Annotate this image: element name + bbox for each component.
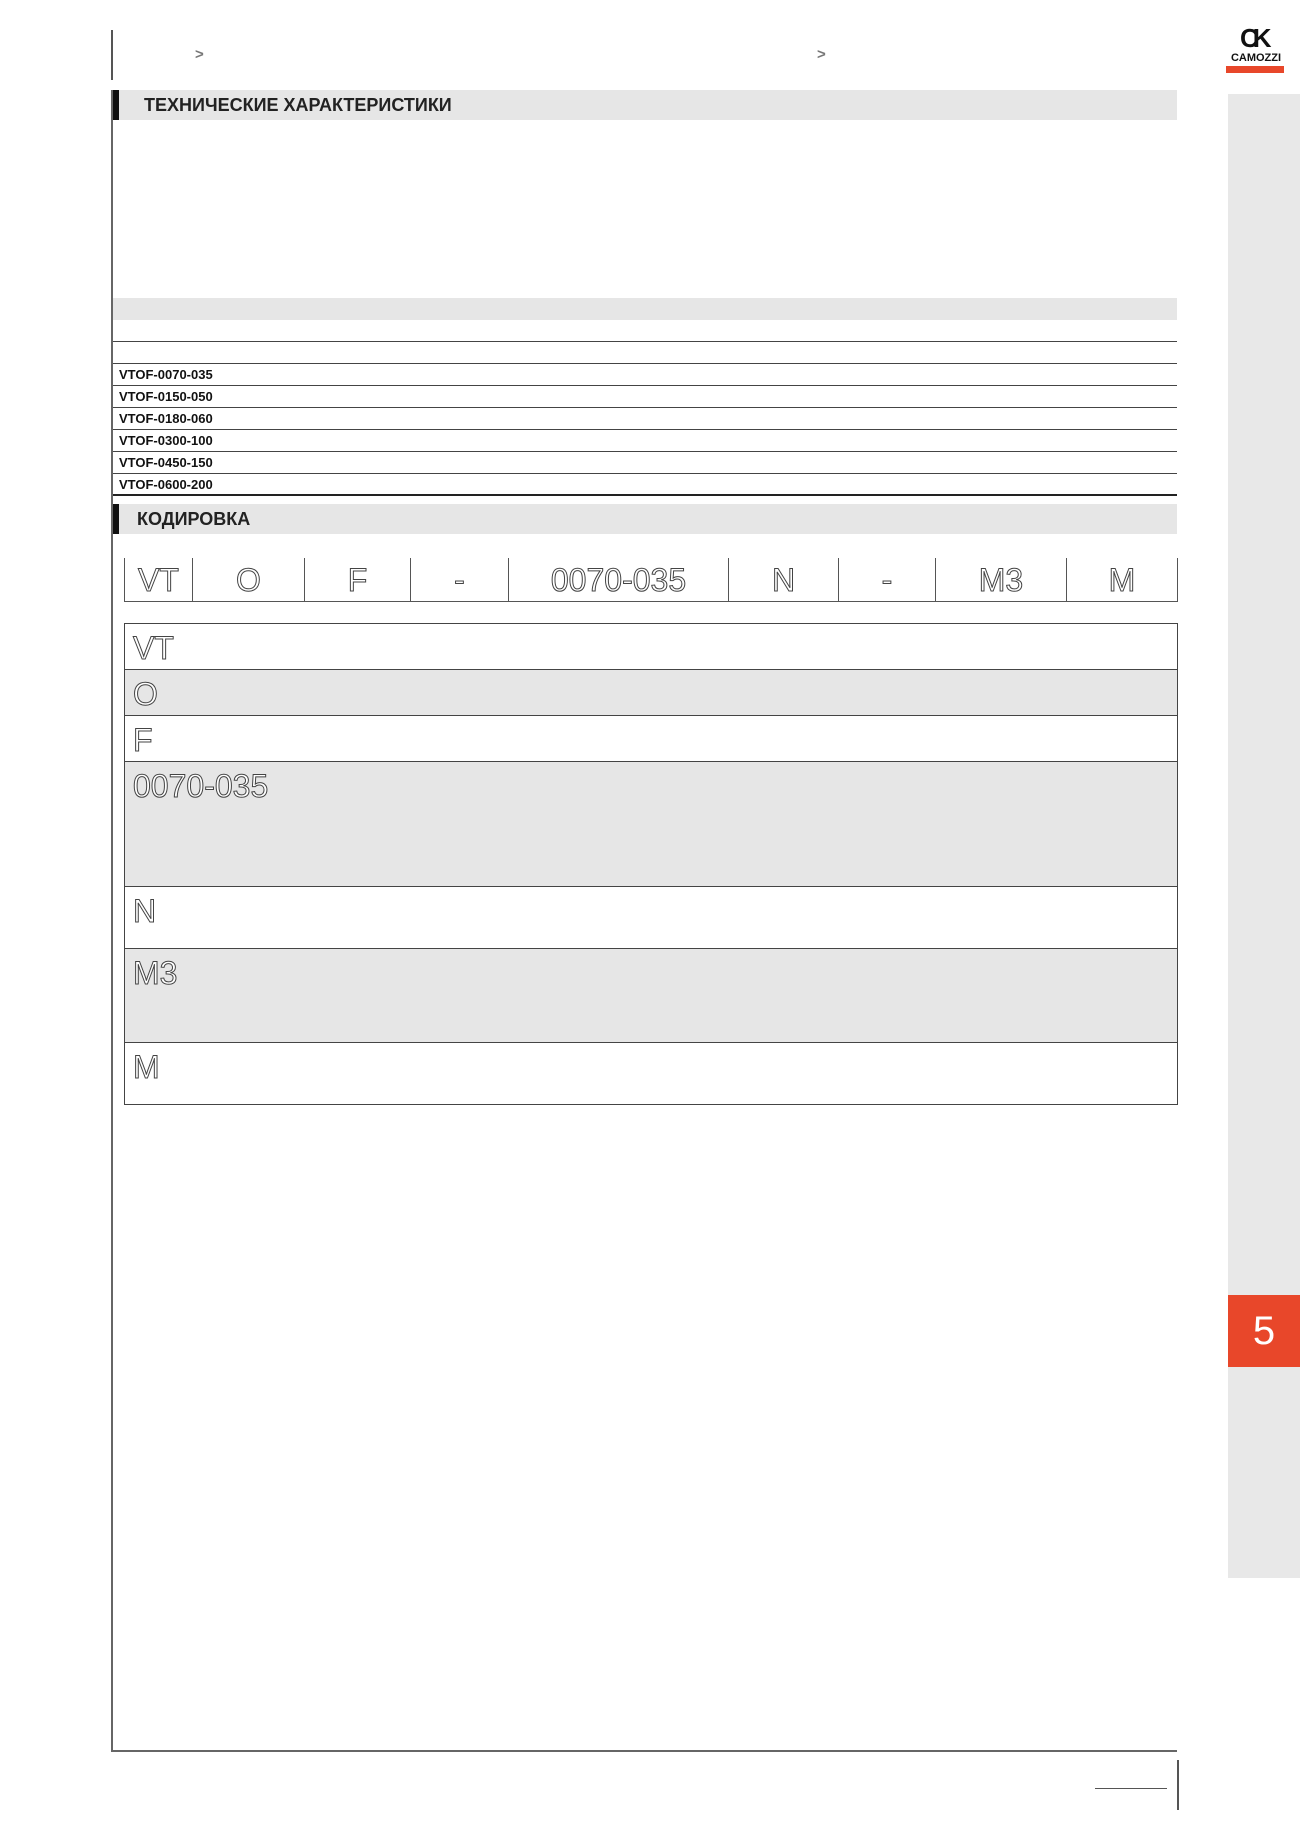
frame-top-line — [111, 30, 113, 80]
legend-row — [125, 887, 1177, 949]
spec-table-header — [113, 298, 1177, 320]
frame-bottom-right-tick — [1177, 1760, 1179, 1810]
model-code: VTOF-0300-100 — [119, 433, 213, 448]
legend-row — [125, 716, 1177, 762]
legend-row — [125, 1043, 1177, 1104]
legend-code: O — [133, 676, 158, 712]
table-row — [113, 408, 1177, 430]
code-cell: F — [305, 558, 411, 602]
table-row — [113, 386, 1177, 408]
spec-table-subheader — [113, 320, 1177, 342]
section-accent — [113, 90, 119, 120]
spec-table-subheader — [113, 342, 1177, 364]
section-accent — [113, 504, 119, 534]
frame-bottom-line — [111, 1750, 1177, 1752]
logo-mark: CK — [1240, 23, 1266, 53]
table-row — [113, 474, 1177, 496]
breadcrumb-separator: > — [195, 46, 204, 63]
section-header-coding — [113, 504, 1177, 534]
table-row — [113, 430, 1177, 452]
table-row — [113, 364, 1177, 386]
page-number-line — [1095, 1788, 1167, 1789]
code-cell: VT — [125, 558, 193, 602]
legend-code: VT — [133, 630, 174, 666]
code-cell: O — [193, 558, 305, 602]
model-code: VTOF-0070-035 — [119, 367, 213, 382]
section-title: ТЕХНИЧЕСКИЕ ХАРАКТЕРИСТИКИ — [144, 95, 452, 115]
section-title: КОДИРОВКА — [137, 509, 251, 529]
legend-row — [125, 762, 1177, 887]
section-tab[interactable]: 5 — [1228, 1295, 1300, 1367]
code-cell: - — [411, 558, 509, 602]
section-header-tech — [113, 90, 1177, 120]
legend-code: N — [133, 893, 157, 929]
spec-table — [113, 298, 1177, 496]
legend-row — [125, 624, 1177, 670]
legend-row — [125, 670, 1177, 716]
legend-code: M — [133, 1049, 160, 1085]
code-cell: M — [1108, 561, 1136, 598]
code-cell: - — [839, 558, 936, 602]
code-cell: 0070-035 — [509, 558, 729, 602]
model-code: VTOF-0600-200 — [119, 477, 213, 492]
legend-code: M3 — [133, 955, 178, 991]
model-code: VTOF-0450-150 — [119, 455, 213, 470]
code-cell: M3 — [936, 558, 1067, 602]
code-example — [124, 558, 1178, 602]
table-row — [113, 452, 1177, 474]
coding-legend-table — [124, 623, 1178, 1105]
legend-row — [125, 949, 1177, 1043]
code-cell: N — [729, 558, 839, 602]
logo-text: CAMOZZI — [1230, 52, 1282, 64]
model-code: VTOF-0180-060 — [119, 411, 213, 426]
logo-red-bar — [1226, 66, 1284, 73]
breadcrumb-separator: > — [817, 46, 826, 63]
model-code: VTOF-0150-050 — [119, 389, 213, 404]
legend-code: 0070-035 — [133, 768, 269, 804]
legend-code: F — [133, 722, 153, 758]
